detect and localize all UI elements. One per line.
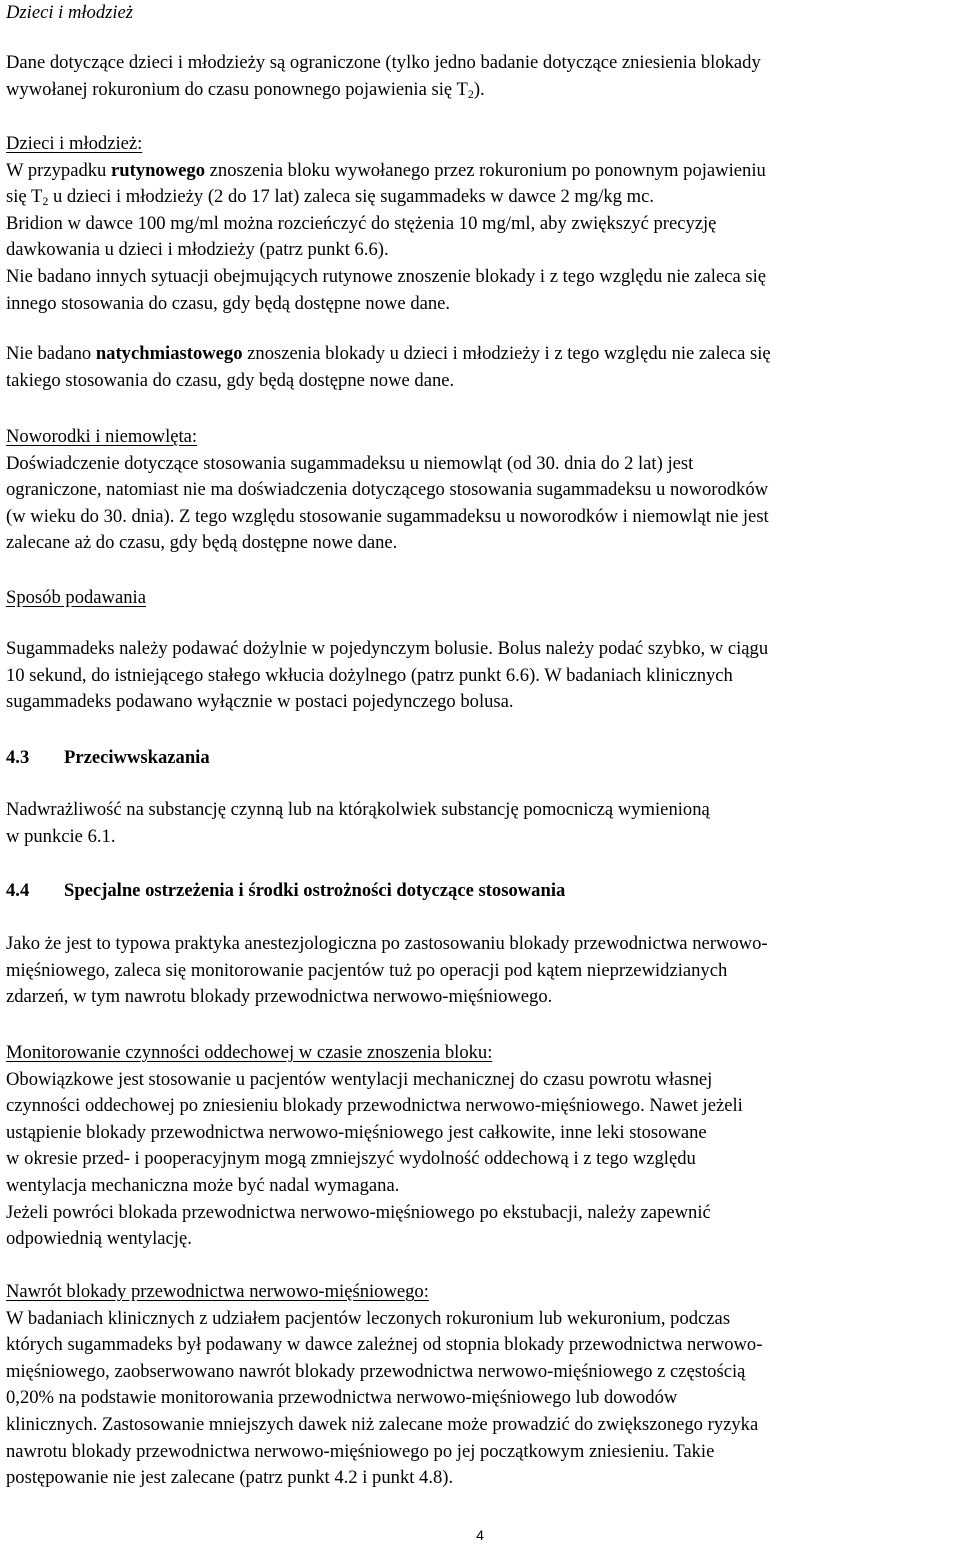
section-heading-administration: Sposób podawania bbox=[6, 587, 146, 608]
section-heading-children: Dzieci i młodzież: bbox=[6, 133, 143, 154]
section-title: Przeciwwskazania bbox=[64, 747, 210, 768]
text-line: postępowanie nie jest zalecane (patrz punkt 4.2 i punkt 4.8). bbox=[6, 1467, 454, 1489]
section-heading-contraindications bbox=[6, 745, 210, 771]
section-heading-respiratory: Monitorowanie czynności oddechowej w czasie znoszenia bloku: bbox=[6, 1042, 493, 1063]
section-number: 4.4 bbox=[6, 880, 30, 901]
text-line: których sugammadeks był podawany w dawce zależnej od stopnia blokady przewodnictwa nerwowo- bbox=[6, 1334, 763, 1356]
text-line: w okresie przed- i pooperacyjnym mogą zmniejszyć wydolność oddechową i z tego względu bbox=[6, 1148, 696, 1170]
text-line: Jako że jest to typowa praktyka anestezjologiczna po zastosowaniu blokady przewodnictwa nerwowo- bbox=[6, 933, 768, 954]
text-line: takiego stosowania do czasu, gdy będą dostępne nowe dane. bbox=[6, 369, 455, 391]
section-title: Specjalne ostrzeżenia i środki ostrożności dotyczące stosowania bbox=[64, 880, 566, 901]
section-children-routine bbox=[6, 131, 954, 317]
text-line: Jeżeli powróci blokada przewodnictwa nerwowo-mięśniowego po ekstubacji, należy zapewnić bbox=[6, 1201, 711, 1223]
text-line: nawrotu blokady przewodnictwa nerwowo-mięśniowego po jej początkowym zniesieniu. Takie bbox=[6, 1440, 715, 1462]
section-respiratory-monitoring bbox=[6, 1040, 954, 1253]
text-line: w punkcie 6.1. bbox=[6, 825, 116, 847]
text-line: czynności oddechowej po zniesieniu blokady przewodnictwa nerwowo-mięśniowego. Nawet jeżeli bbox=[6, 1095, 743, 1117]
text-line: zdarzeń, w tym nawrotu blokady przewodnictwa nerwowo-mięśniowego. bbox=[6, 986, 553, 1008]
section-heading-children-italic: Dzieci i młodzież bbox=[6, 2, 134, 23]
text-line: Doświadczenie dotyczące stosowania sugammadeksu u niemowląt (od 30. dnia do 2 lat) jest bbox=[6, 452, 694, 474]
text-line: dawkowania u dzieci i młodzieży (patrz punkt 6.6). bbox=[6, 239, 389, 261]
text-line: odpowiednią wentylację. bbox=[6, 1228, 192, 1250]
text-line: innego stosowania do czasu, gdy będą dostępne nowe dane. bbox=[6, 292, 451, 314]
text-line: się $T_2$ u dzieci i młodzieży (2 do 17 lat) zaleca się sugammadeks w dawce 2 mg/kg mc. bbox=[6, 186, 654, 209]
paragraph-administration bbox=[6, 636, 954, 716]
text-line: Bridion w dawce 100 mg/ml można rozcieńczyć do stężenia 10 mg/ml, aby zwiększyć precyzję bbox=[6, 212, 717, 234]
text-line: Nadwrażliwość na substancję czynną lub na którąkolwiek substancję pomocniczą wymienioną bbox=[6, 799, 710, 820]
text-line: Dane dotyczące dzieci i młodzieży są ograniczone (tylko jedno badanie dotyczące zniesienia blokady bbox=[6, 52, 761, 73]
text-line: (w wieku do 30. dnia). Z tego względu stosowanie sugammadeksu u noworodków i niemowląt nie jest bbox=[6, 505, 769, 527]
section-administration bbox=[6, 585, 954, 612]
section-heading-recurrence: Nawrót blokady przewodnictwa nerwowo-mięśniowego: bbox=[6, 1281, 429, 1302]
text-line: sugammadeks podawano wyłącznie w postaci pojedynczego bolusa. bbox=[6, 691, 514, 713]
text-line: W przypadku rutynowego znoszenia bloku wywołanego przez rokuronium po ponownym pojawieniu bbox=[6, 159, 766, 181]
section-blockade-recurrence bbox=[6, 1279, 954, 1492]
section-heading-warnings bbox=[6, 878, 565, 904]
text-line: wentylacja mechaniczna może być nadal wymagana. bbox=[6, 1174, 400, 1196]
paragraph-immediate-reversal bbox=[6, 341, 954, 394]
paragraph-contraindications bbox=[6, 797, 954, 850]
text-line: ustąpienie blokady przewodnictwa nerwowo-mięśniowego jest całkowite, inne leki stosowane bbox=[6, 1121, 707, 1143]
section-children-intro bbox=[6, 0, 954, 27]
text-line: W badaniach klinicznych z udziałem pacjentów leczonych rokuronium lub wekuronium, podczas bbox=[6, 1307, 731, 1329]
text-line: Sugammadeks należy podawać dożylnie w pojedynczym bolusie. Bolus należy podać szybko, w ciągu bbox=[6, 638, 769, 659]
text-line: mięśniowego, zaobserwowano nawrót blokady przewodnictwa nerwowo-mięśniowego z częstością bbox=[6, 1360, 746, 1382]
text-line: zalecane aż do czasu, gdy będą dostępne nowe dane. bbox=[6, 532, 398, 554]
text-line: Nie badano natychmiastowego znoszenia blokady u dzieci i młodzieży i z tego względu nie zaleca się bbox=[6, 343, 771, 364]
text-line: Obowiązkowe jest stosowanie u pacjentów wentylacji mechanicznej do czasu powrotu własnej bbox=[6, 1068, 713, 1090]
text-line: mięśniowego, zaleca się monitorowanie pacjentów tuż po operacji pod kątem nieprzewidzianych bbox=[6, 959, 728, 981]
text-line: wywołanej rokuronium do czasu ponownego pojawienia się $T_2$). bbox=[6, 78, 485, 101]
text-line: klinicznych. Zastosowanie mniejszych dawek niż zalecane może prowadzić do zwiększonego ryzyka bbox=[6, 1413, 759, 1435]
text-line: Nie badano innych sytuacji obejmujących rutynowe znoszenie blokady i z tego względu nie zaleca się bbox=[6, 265, 767, 287]
text-line: ograniczone, natomiast nie ma doświadczenia dotyczącego stosowania sugammadeksu u noworodków bbox=[6, 479, 769, 501]
text-line: 0,20% na podstawie monitorowania przewodnictwa nerwowo-mięśniowego lub dowodów bbox=[6, 1387, 678, 1409]
paragraph-children-limited-data bbox=[6, 50, 954, 103]
section-neonates-infants bbox=[6, 424, 954, 557]
text-line: 10 sekund, do istniejącego stałego wkłucia dożylnego (patrz punkt 6.6). W badaniach klinicznych bbox=[6, 664, 733, 686]
section-number: 4.3 bbox=[6, 747, 30, 768]
page-number: 4 bbox=[476, 1527, 484, 1543]
section-heading-neonates: Noworodki i niemowlęta: bbox=[6, 426, 198, 447]
paragraph-monitoring-practice bbox=[6, 931, 954, 1011]
